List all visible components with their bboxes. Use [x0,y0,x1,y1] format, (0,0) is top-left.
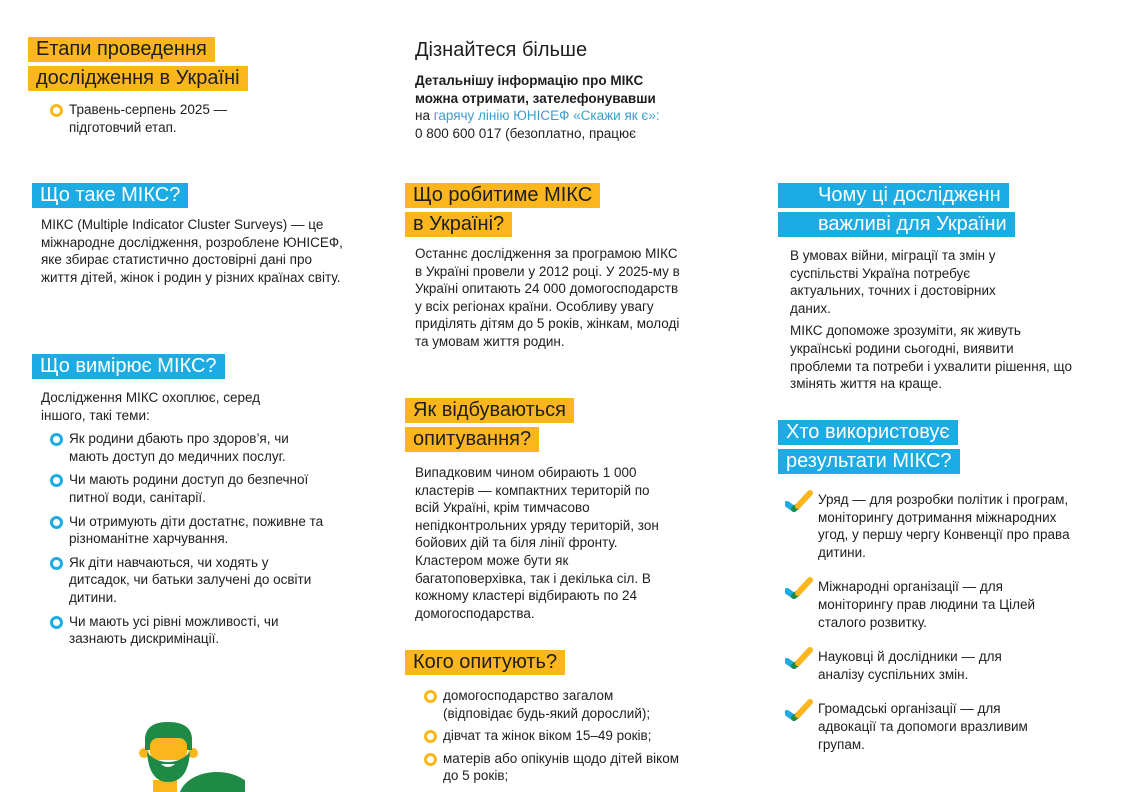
learn-more-title: Дізнайтеся більше [415,39,588,61]
checkmark-icon [785,698,813,724]
why-para2: МІКС допоможе зрозуміти, як живуть українські родини сьогодні, виявити проблеми та потреби і ухвалити рішення, що змінять життя на краще. [790,323,1072,392]
learn-more-line2: можна отримати, зателефонувавши [415,90,656,106]
bullet-ring-icon [50,516,63,529]
what-is-section [32,181,347,286]
list-item: домогосподарство загалом (відповідає будь-який дорослий); [415,687,673,722]
list-item: Науковці й дослідники — для аналізу суспільних змін. [778,648,1040,683]
users-list [778,491,1121,753]
how-title: Як відбуваються опитування? [405,396,725,454]
list-item: Чи мають усі рівні можливості, чи зазнають дискримінації. [41,613,329,648]
hotline-link[interactable]: гарячу лінію ЮНІСЕФ «Скажи як є»: [433,108,660,124]
bearded-man-illustration [135,720,245,792]
will-do-title: Що робитиме МІКС в Україні? [405,181,725,239]
bullet-ring-icon [424,753,437,766]
measures-list [41,430,351,648]
list-item: Уряд — для розробки політик і програм, моніторингу дотримання міжнародних угод, у першу чергу Конвенції про права дитини. [778,491,1080,561]
users-section [778,418,1121,770]
will-do-body: Останнє дослідження за програмою МІКС в Україні провели у 2012 році. У 2025-му в Україні опитають 24 000 домогосподарств у всіх регіонах країни. Особливу увагу приділять дітям до 5 років, жінкам, молоді та умовам життя родин. [415,246,680,349]
why-section [778,181,1121,393]
list-item: Як родини дбають про здоров’я, чи мають доступ до медичних послуг. [41,430,314,465]
checkmark-icon [785,646,813,672]
list-item: дівчат та жінок віком 15–49 років; [415,727,743,745]
stages-title: Етапи проведення дослідження в Україні [28,35,358,93]
why-para1: В умовах війни, міграції та змін у суспільстві Україна потребує актуальних, точних і достовірних даних. [790,248,996,316]
stages-section [28,35,358,142]
checkmark-icon [785,489,813,515]
how-body: Випадковим чином обирають 1 000 кластерів — компактних територій по всій Україні, крім тимчасово непідконтрольних уряду територій, зон бойових дій та біля лінії фронту. Кластером може бути як багатоповерхівка, так і декілька сіл. В кожному кластері відбирають по 24 домогосподарства. [415,465,659,621]
list-item: матерів або опікунів щодо дітей віком до 5 років; [415,750,693,785]
list-item: Чи отримують діти достатнє, поживне та різноманітне харчування. [41,513,369,548]
bullet-ring-icon [50,616,63,629]
will-do-section [405,181,725,351]
list-item: Міжнародні організації — для моніторингу прав людини та Цілей сталого розвитку. [778,578,1048,631]
measures-intro: Дослідження МІКС охоплює, серед іншого, такі теми: [41,390,261,423]
bullet-ring-icon [50,474,63,487]
why-title: Чому ці дослідженн важливі для України [778,181,1030,239]
bullet-ring-icon [424,730,437,743]
bullet-ring-icon [50,104,63,117]
who-surveyed-section [405,648,725,791]
learn-more-body: Детальнішу інформацію про МІКС можна отримати, зателефонувавши на гарячу лінію ЮНІСЕФ «Скажи як є»: 0 800 600 017 (безоплатно, працює [415,72,715,142]
learn-more-section [415,38,715,142]
learn-more-line3: на гарячу лінію ЮНІСЕФ «Скажи як є»: [415,108,660,124]
who-surveyed-list [415,687,725,785]
bullet-ring-icon [50,557,63,570]
bullet-ring-icon [424,690,437,703]
measures-title: Що вимірює МІКС? [32,354,225,379]
list-item: Як діти навчаються, чи ходять у дитсадок, чи батьки залучені до освіти дитини. [41,554,329,607]
bullet-ring-icon [50,433,63,446]
checkmark-icon [785,576,813,602]
list-item: Громадські організації — для адвокації та допомоги вразливим групам. [778,700,1040,753]
who-surveyed-title: Кого опитують? [405,650,565,675]
list-item: Травень-серпень 2025 — підготовчий етап. [28,101,269,136]
measures-section [32,352,362,654]
users-title: Хто використовує результати МІКС? [778,418,1121,476]
how-section [405,396,725,622]
list-item: Чи мають родини доступ до безпечної питної води, санітарії. [41,471,331,506]
what-is-title: Що таке МІКС? [32,183,188,208]
stages-list [28,101,358,136]
what-is-body: МІКС (Multiple Indicator Cluster Surveys) — це міжнародне дослідження, розроблене ЮНІСЕФ, яке збирає статистично достовірні дані про життя дітей, жінок і родин у різних країнах світу. [41,217,343,285]
